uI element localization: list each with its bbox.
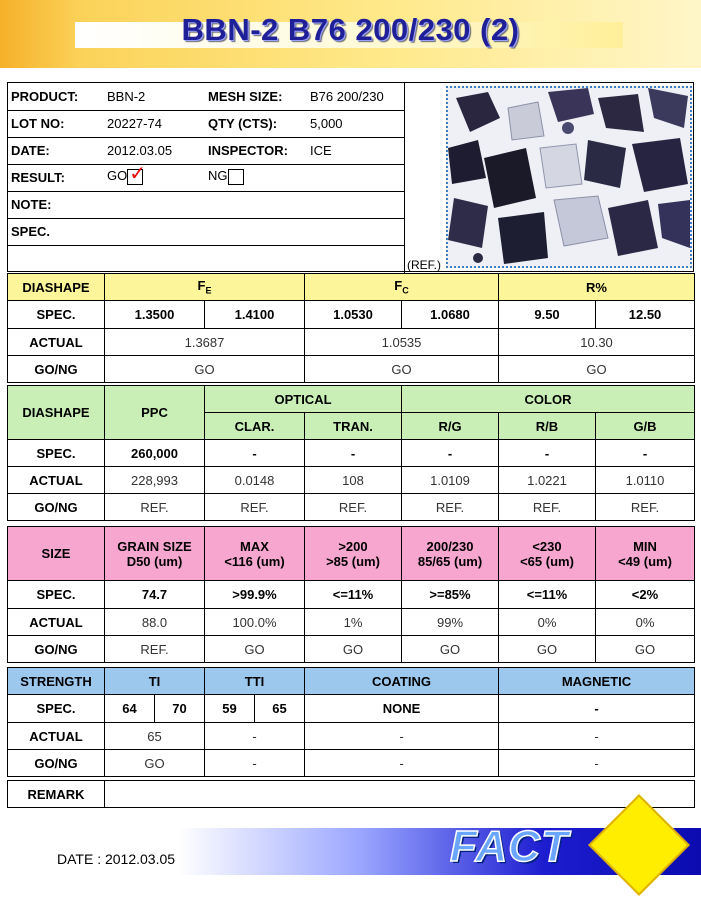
tran-gong: REF. — [305, 494, 402, 521]
max-gong: GO — [205, 636, 305, 663]
ppc-header: PPC — [105, 386, 205, 440]
fc-gong: GO — [305, 356, 499, 383]
over200-spec: <=11% — [305, 581, 402, 609]
r-actual: 10.30 — [499, 329, 695, 356]
info-row-date — [8, 137, 404, 165]
size-col-max: MAX <116 (um) — [205, 527, 305, 581]
fe-gong: GO — [105, 356, 305, 383]
tti-spec-max: 65 — [255, 695, 305, 723]
200-230-gong: GO — [402, 636, 499, 663]
inspection-info — [7, 82, 694, 272]
info-row-product — [8, 83, 404, 111]
rb-spec: - — [499, 440, 596, 467]
result-ng — [208, 168, 244, 185]
magnetic-gong: - — [499, 750, 695, 777]
gong-label: GO/NG — [8, 750, 105, 777]
clar-actual: 0.0148 — [205, 467, 305, 494]
rg-spec: - — [402, 440, 499, 467]
ng-checkbox[interactable] — [228, 169, 244, 185]
gong-label: GO/NG — [8, 636, 105, 663]
qty-label: QTY (CTS): — [208, 116, 278, 131]
under230-actual: 0% — [499, 609, 596, 636]
diamond-logo-icon — [588, 794, 690, 896]
rb-header: R/B — [499, 413, 596, 440]
coating-spec: NONE — [305, 695, 499, 723]
spec-label: SPEC. — [8, 440, 105, 467]
footer-date: DATE : 2012.03.05 — [57, 851, 176, 867]
r-gong: GO — [499, 356, 695, 383]
spec-label: SPEC. — [8, 301, 105, 329]
clar-gong: REF. — [205, 494, 305, 521]
200-230-actual: 99% — [402, 609, 499, 636]
r-spec-max: 12.50 — [596, 301, 695, 329]
remark-label: REMARK — [8, 781, 105, 808]
product-label: PRODUCT: — [11, 89, 79, 104]
result-label: RESULT: — [11, 170, 65, 185]
lot-label: LOT NO: — [11, 116, 65, 131]
coating-actual: - — [305, 723, 499, 750]
fe-spec-max: 1.4100 — [205, 301, 305, 329]
info-row-result — [8, 164, 404, 192]
ppc-gong: REF. — [105, 494, 205, 521]
optical-header: OPTICAL — [205, 386, 402, 413]
size-col-under230: <230 <65 (um) — [499, 527, 596, 581]
info-row-spec — [8, 218, 404, 246]
tti-header: TTI — [205, 668, 305, 695]
grain-spec: 74.7 — [105, 581, 205, 609]
reference-photo — [446, 86, 692, 268]
optical-table — [7, 385, 695, 521]
ppc-actual: 228,993 — [105, 467, 205, 494]
ref-label: (REF.) — [407, 258, 441, 272]
fc-actual: 1.0535 — [305, 329, 499, 356]
go-checkbox[interactable] — [127, 162, 146, 185]
spec-label: SPEC. — [8, 695, 105, 723]
coating-header: COATING — [305, 668, 499, 695]
page-title: BBN-2 B76 200/230 (2) — [181, 12, 520, 47]
clar-header: CLAR. — [205, 413, 305, 440]
max-spec: >99.9% — [205, 581, 305, 609]
info-row-lot — [8, 110, 404, 138]
fe-header: $F_E$ — [105, 274, 305, 301]
actual-label: ACTUAL — [8, 723, 105, 750]
fc-header: $F_C$ — [305, 274, 499, 301]
gong-label: GO/NG — [8, 494, 105, 521]
lot-value: 20227-74 — [107, 116, 162, 131]
ti-gong: GO — [105, 750, 205, 777]
color-header: COLOR — [402, 386, 695, 413]
ti-spec-max: 70 — [155, 695, 205, 723]
min-gong: GO — [596, 636, 695, 663]
ti-spec-min: 64 — [105, 695, 155, 723]
crystal-grains-image — [448, 88, 690, 266]
rb-actual: 1.0221 — [499, 467, 596, 494]
spec-label: SPEC. — [8, 581, 105, 609]
200-230-spec: >=85% — [402, 581, 499, 609]
date-value: 2012.03.05 — [107, 143, 173, 158]
shape-table — [7, 273, 695, 383]
strength-table — [7, 667, 695, 777]
tti-gong: - — [205, 750, 305, 777]
ppc-spec: 260,000 — [105, 440, 205, 467]
gb-actual: 1.0110 — [596, 467, 695, 494]
min-spec: <2% — [596, 581, 695, 609]
diashape-header: DIASHAPE — [8, 274, 105, 301]
product-value: BBN-2 — [107, 89, 146, 104]
grain-gong: REF. — [105, 636, 205, 663]
note-label: NOTE: — [11, 197, 52, 212]
info-row-note — [8, 191, 404, 219]
info-divider — [404, 83, 405, 273]
tran-spec: - — [305, 440, 402, 467]
tti-actual: - — [205, 723, 305, 750]
tran-actual: 108 — [305, 467, 402, 494]
ti-actual: 65 — [105, 723, 205, 750]
magnetic-actual: - — [499, 723, 695, 750]
inspector-label: INSPECTOR: — [208, 143, 288, 158]
size-header: SIZE — [8, 527, 105, 581]
fe-spec-min: 1.3500 — [105, 301, 205, 329]
actual-label: ACTUAL — [8, 609, 105, 636]
ng-label: NG — [208, 168, 228, 183]
checkmark-icon: ✓ — [129, 162, 146, 185]
size-table — [7, 526, 695, 663]
inspector-value: ICE — [310, 143, 332, 158]
gong-label: GO/NG — [8, 356, 105, 383]
fc-spec-max: 1.0680 — [402, 301, 499, 329]
tran-header: TRAN. — [305, 413, 402, 440]
gb-gong: REF. — [596, 494, 695, 521]
min-actual: 0% — [596, 609, 695, 636]
under230-gong: GO — [499, 636, 596, 663]
rg-actual: 1.0109 — [402, 467, 499, 494]
ti-header: TI — [105, 668, 205, 695]
coating-gong: - — [305, 750, 499, 777]
size-col-grain: GRAIN SIZE D50 (um) — [105, 527, 205, 581]
r-spec-min: 9.50 — [499, 301, 596, 329]
fact-logo: FACT — [450, 822, 569, 871]
over200-actual: 1% — [305, 609, 402, 636]
fc-spec-min: 1.0530 — [305, 301, 402, 329]
actual-label: ACTUAL — [8, 467, 105, 494]
tti-spec-min: 59 — [205, 695, 255, 723]
diashape-header: DIASHAPE — [8, 386, 105, 440]
magnetic-header: MAGNETIC — [499, 668, 695, 695]
max-actual: 100.0% — [205, 609, 305, 636]
under230-spec: <=11% — [499, 581, 596, 609]
mesh-size-label: MESH SIZE: — [208, 89, 283, 104]
size-col-min: MIN <49 (um) — [596, 527, 695, 581]
strength-header: STRENGTH — [8, 668, 105, 695]
remark-table — [7, 780, 695, 808]
gb-spec: - — [596, 440, 695, 467]
grain-actual: 88.0 — [105, 609, 205, 636]
fe-actual: 1.3687 — [105, 329, 305, 356]
rg-header: R/G — [402, 413, 499, 440]
magnetic-spec: - — [499, 695, 695, 723]
r-percent-header: R% — [499, 274, 695, 301]
mesh-size-value: B76 200/230 — [310, 89, 384, 104]
date-label: DATE: — [11, 143, 50, 158]
actual-label: ACTUAL — [8, 329, 105, 356]
remark-value — [105, 781, 695, 808]
rg-gong: REF. — [402, 494, 499, 521]
over200-gong: GO — [305, 636, 402, 663]
size-col-200-230: 200/230 85/65 (um) — [402, 527, 499, 581]
size-col-over200: >200 >85 (um) — [305, 527, 402, 581]
spec-note-label: SPEC. — [11, 224, 51, 239]
qty-value: 5,000 — [310, 116, 343, 131]
gb-header: G/B — [596, 413, 695, 440]
clar-spec: - — [205, 440, 305, 467]
rb-gong: REF. — [499, 494, 596, 521]
go-label: GO — [107, 168, 128, 183]
result-go — [107, 162, 146, 185]
